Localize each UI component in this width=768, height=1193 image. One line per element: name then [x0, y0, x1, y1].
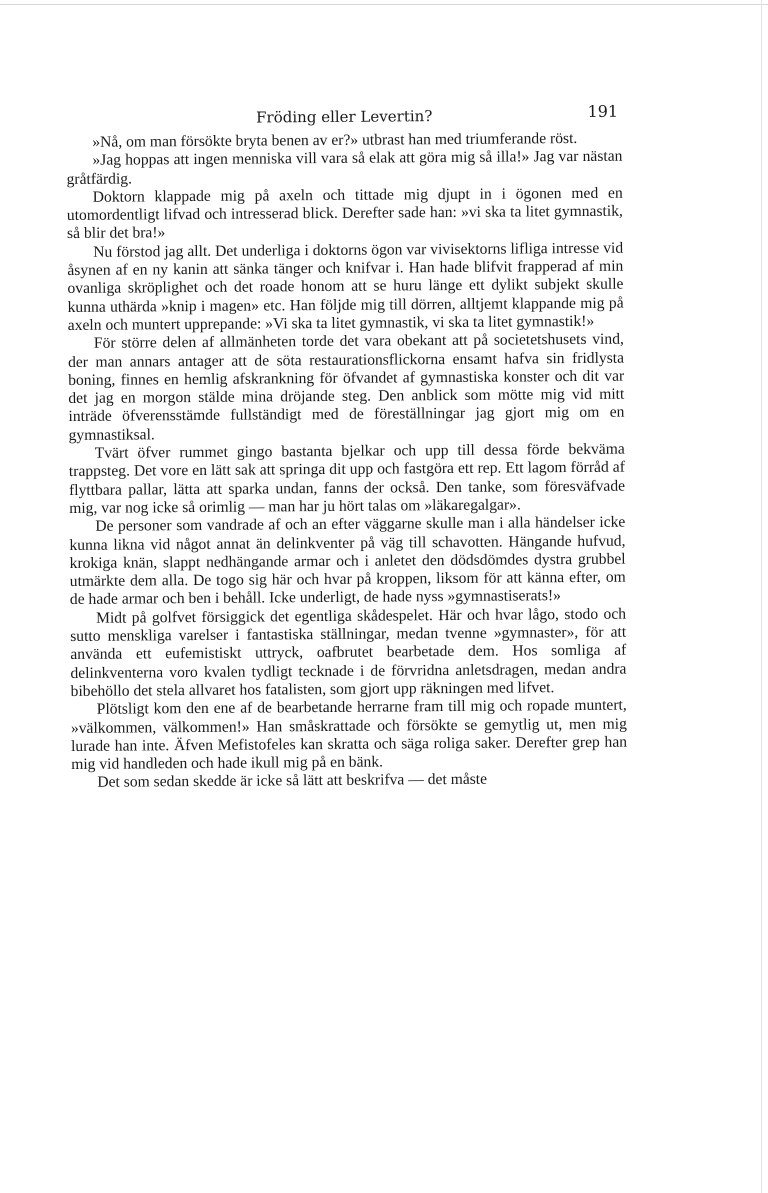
scan-edge-right: [761, 0, 762, 1193]
page-number: 191: [587, 101, 619, 121]
running-head: [66, 100, 622, 134]
paragraph-3: Doktorn klappade mig på axeln och tittade mig djupt in i ögonen med en utomordentligt lifvad och intresserad blick. Derefter sade han: »vi ska ta litet gymnastik, så blir det bra!»: [66, 184, 623, 243]
scan-edge-top: [0, 4, 768, 5]
book-page: [66, 100, 627, 793]
paragraph-4: Nu förstod jag allt. Det underliga i doktorns ögon var vivisektorns lifliga intresse vid åsynen af en ny kanin att sänka tänger och knifvar i. Han hade blifvit frapperad af min ovanliga skröplighet och det roade honom att se huru länge ett dylikt subjekt skulle kunna uthärda »knip i magen» etc. Han följde mig till dörren, alltjemt klappande mig på axeln och muntert upprepande: »Vi ska ta litet gymnastik, vi ska ta litet gymnastik!»: [67, 239, 624, 334]
running-title: Fröding eller Levertin?: [256, 107, 433, 127]
paragraph-8: Midt på golfvet försiggick det egentliga skådespelet. Här och hvar lågo, stodo och sutto menskliga varelser i fantastiska ställningar, medan tvenne »gymnaster», för att använda ett eufemistiskt uttryck, oafbrutet bearbetade dem. Hos somliga af delinkventerna voro kvalen tydligt tecknade i de förvridna anletsdragen, medan andra bibehöllo det stela allvaret hos fatalisten, som gjort upp räkningen med lifvet.: [70, 605, 627, 700]
paragraph-2: »Jag hoppas att ingen menniska vill vara så elak att göra mig så illa!» Jag var nästan gråtfärdig.: [66, 147, 623, 188]
paragraph-7: De personer som vandrade af och an efter väggarne skulle man i alla händelser icke kunna likna vid något annat än delinkventer på väg till schavotten. Hängande hufvud, krokiga knän, slappt nedhängande armar och i anletet den dödsdömdes dystra grubbel utmärkte dem alla. De togo sig här och hvar på kroppen, liksom för att känna efter, om de hade armar och ben i behåll. Icke underligt, de hade nyss »gymnastiserats!»: [69, 513, 626, 609]
paragraph-9: Plötsligt kom den ene af de bearbetande herrarne fram till mig och ropade muntert, »välkommen, välkommen!» Han småskrattade och försökte se gemytlig ut, men mig lurade han inte. Äfven Mefistofeles kan skratta och säga roliga saker. Derefter grep han mig vid handleden och hade ikull mig på en bänk.: [70, 696, 628, 774]
paragraph-1: »Nå, om man försökte bryta benen av er?» utbrast han med triumferande röst.: [92, 129, 578, 151]
body-text: [66, 130, 627, 793]
paragraph-6: Tvärt öfver rummet gingo bastanta bjelkar och upp till dessa förde bekväma trappsteg. Det vore en lätt sak att springa dit upp och fastgöra ett rep. Ett lagom förråd af flyttbara pallar, lätta att sparka undan, fanns der också. Den tanke, som föresväfvade mig, var nog icke så orimlig — man har ju hört talas om »läkaregalgar».: [68, 440, 626, 517]
paragraph-5: För större delen af allmänheten torde det vara obekant att på societetshusets vind, der man annars antager att de söta restaurationsflickorna ensamt hafva sin fridlysta boning, finnes en hemlig afskrankning för öfvandet af gymnastiska konster och dit var det jag en morgon stälde mina dröjande steg. Den anblick som mötte mig vid mitt inträde öfverensstämde fullständigt med de föreställningar jag gjort mig om en gymnastiksal.: [67, 330, 625, 444]
paragraph-10: Det som sedan skedde är icke så lätt att beskrifva — det måste: [97, 771, 488, 792]
